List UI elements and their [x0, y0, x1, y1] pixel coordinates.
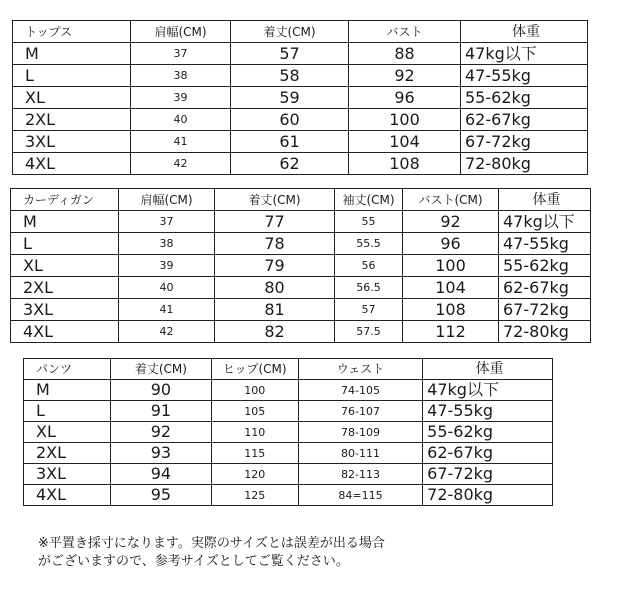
size-cell: M: [13, 43, 131, 65]
table-cell: 41: [119, 299, 215, 321]
size-cell: L: [13, 65, 131, 87]
size-cell: 3XL: [24, 464, 111, 485]
col-header: 肩幅(CM): [119, 189, 215, 211]
col-header: 体重: [423, 359, 553, 380]
table-cell: 81: [215, 299, 335, 321]
table-cell: 37: [131, 43, 231, 65]
size-cell: M: [24, 380, 111, 401]
measurement-note-line-1: ※平置き採寸になります。実際のサイズとは誤差が出る場合: [38, 536, 385, 551]
table-row: [24, 443, 553, 464]
table-cell: 59: [231, 87, 349, 109]
table-cell: 96: [349, 87, 461, 109]
table-cell: 37: [119, 211, 215, 233]
table-cell: 84=115: [298, 485, 422, 506]
table-cell: 80-111: [298, 443, 422, 464]
table-cell: 40: [119, 277, 215, 299]
table-row: [13, 65, 588, 87]
table-cell: 57.5: [335, 321, 403, 343]
size-cell: L: [11, 233, 119, 255]
col-header: ヒップ(CM): [211, 359, 298, 380]
table-header-row: [11, 189, 591, 211]
table-row: [24, 401, 553, 422]
table-cell: 78-109: [298, 422, 422, 443]
table-cell: 100: [403, 255, 499, 277]
col-header: トップス: [13, 21, 131, 43]
weight-cell: 47kg以下: [499, 211, 591, 233]
table-row: [13, 109, 588, 131]
weight-cell: 72-80kg: [423, 485, 553, 506]
table-row: [11, 277, 591, 299]
size-cell: 4XL: [24, 485, 111, 506]
weight-cell: 72-80kg: [461, 153, 588, 175]
table-cell: 120: [211, 464, 298, 485]
table-row: [13, 43, 588, 65]
size-cell: L: [24, 401, 111, 422]
table-row: [24, 485, 553, 506]
size-cell: M: [11, 211, 119, 233]
table-cell: 79: [215, 255, 335, 277]
table-cell: 55: [335, 211, 403, 233]
size-cell: 2XL: [24, 443, 111, 464]
table-row: [13, 131, 588, 153]
size-cell: XL: [24, 422, 111, 443]
table-cell: 95: [111, 485, 211, 506]
col-header: 着丈(CM): [231, 21, 349, 43]
table-cell: 115: [211, 443, 298, 464]
table-row: [24, 380, 553, 401]
table-cell: 77: [215, 211, 335, 233]
measurement-note-line-2: がございますので、参考サイズとしてご覧ください。: [38, 554, 349, 569]
table-cell: 60: [231, 109, 349, 131]
table-row: [13, 87, 588, 109]
col-header: 着丈(CM): [111, 359, 211, 380]
weight-cell: 62-67kg: [461, 109, 588, 131]
weight-cell: 67-72kg: [461, 131, 588, 153]
col-header: 袖丈(CM): [335, 189, 403, 211]
table-row: [24, 422, 553, 443]
table-cell: 104: [349, 131, 461, 153]
weight-cell: 47kg以下: [423, 380, 553, 401]
weight-cell: 47kg以下: [461, 43, 588, 65]
table-row: [11, 211, 591, 233]
table-cell: 100: [211, 380, 298, 401]
size-cell: 4XL: [11, 321, 119, 343]
weight-cell: 72-80kg: [499, 321, 591, 343]
table-cell: 61: [231, 131, 349, 153]
table-cell: 82: [215, 321, 335, 343]
table-cell: 105: [211, 401, 298, 422]
size-cell: 3XL: [13, 131, 131, 153]
table-cell: 94: [111, 464, 211, 485]
table-cell: 56: [335, 255, 403, 277]
table-cell: 125: [211, 485, 298, 506]
size-cell: XL: [11, 255, 119, 277]
table-cell: 112: [403, 321, 499, 343]
weight-cell: 47-55kg: [461, 65, 588, 87]
table-cell: 78: [215, 233, 335, 255]
size-cell: 2XL: [13, 109, 131, 131]
size-cell: 3XL: [11, 299, 119, 321]
table-cell: 58: [231, 65, 349, 87]
weight-cell: 67-72kg: [423, 464, 553, 485]
size-cell: 4XL: [13, 153, 131, 175]
weight-cell: 62-67kg: [499, 277, 591, 299]
table-cell: 62: [231, 153, 349, 175]
table-row: [11, 233, 591, 255]
table-row: [11, 255, 591, 277]
table-cell: 92: [111, 422, 211, 443]
table-row: [13, 153, 588, 175]
table-cell: 56.5: [335, 277, 403, 299]
table-cell: 88: [349, 43, 461, 65]
table-cell: 74-105: [298, 380, 422, 401]
table-cell: 57: [231, 43, 349, 65]
table-cell: 39: [131, 87, 231, 109]
col-header: 体重: [499, 189, 591, 211]
weight-cell: 55-62kg: [499, 255, 591, 277]
table-cell: 93: [111, 443, 211, 464]
table-cell: 38: [131, 65, 231, 87]
table-cell: 108: [403, 299, 499, 321]
table-cell: 76-107: [298, 401, 422, 422]
pants-size-table: [23, 358, 553, 506]
tops-size-table: [12, 20, 588, 175]
table-row: [24, 464, 553, 485]
table-cell: 42: [119, 321, 215, 343]
table-cell: 90: [111, 380, 211, 401]
col-header: バスト(CM): [403, 189, 499, 211]
table-cell: 92: [349, 65, 461, 87]
table-cell: 104: [403, 277, 499, 299]
weight-cell: 47-55kg: [423, 401, 553, 422]
col-header: パンツ: [24, 359, 111, 380]
col-header: 着丈(CM): [215, 189, 335, 211]
col-header: ウェスト: [298, 359, 422, 380]
size-cell: 2XL: [11, 277, 119, 299]
cardigan-size-table: [10, 188, 591, 343]
table-cell: 39: [119, 255, 215, 277]
table-cell: 38: [119, 233, 215, 255]
table-header-row: [24, 359, 553, 380]
weight-cell: 67-72kg: [499, 299, 591, 321]
col-header: 体重: [461, 21, 588, 43]
table-cell: 80: [215, 277, 335, 299]
table-header-row: [13, 21, 588, 43]
table-cell: 40: [131, 109, 231, 131]
table-cell: 92: [403, 211, 499, 233]
table-row: [11, 321, 591, 343]
table-cell: 82-113: [298, 464, 422, 485]
table-cell: 41: [131, 131, 231, 153]
weight-cell: 55-62kg: [423, 422, 553, 443]
table-row: [11, 299, 591, 321]
table-cell: 57: [335, 299, 403, 321]
table-cell: 108: [349, 153, 461, 175]
table-cell: 110: [211, 422, 298, 443]
table-cell: 96: [403, 233, 499, 255]
weight-cell: 47-55kg: [499, 233, 591, 255]
table-cell: 91: [111, 401, 211, 422]
weight-cell: 62-67kg: [423, 443, 553, 464]
size-cell: XL: [13, 87, 131, 109]
col-header: カーディガン: [11, 189, 119, 211]
table-cell: 42: [131, 153, 231, 175]
col-header: 肩幅(CM): [131, 21, 231, 43]
table-cell: 55.5: [335, 233, 403, 255]
weight-cell: 55-62kg: [461, 87, 588, 109]
table-cell: 100: [349, 109, 461, 131]
col-header: バスト: [349, 21, 461, 43]
